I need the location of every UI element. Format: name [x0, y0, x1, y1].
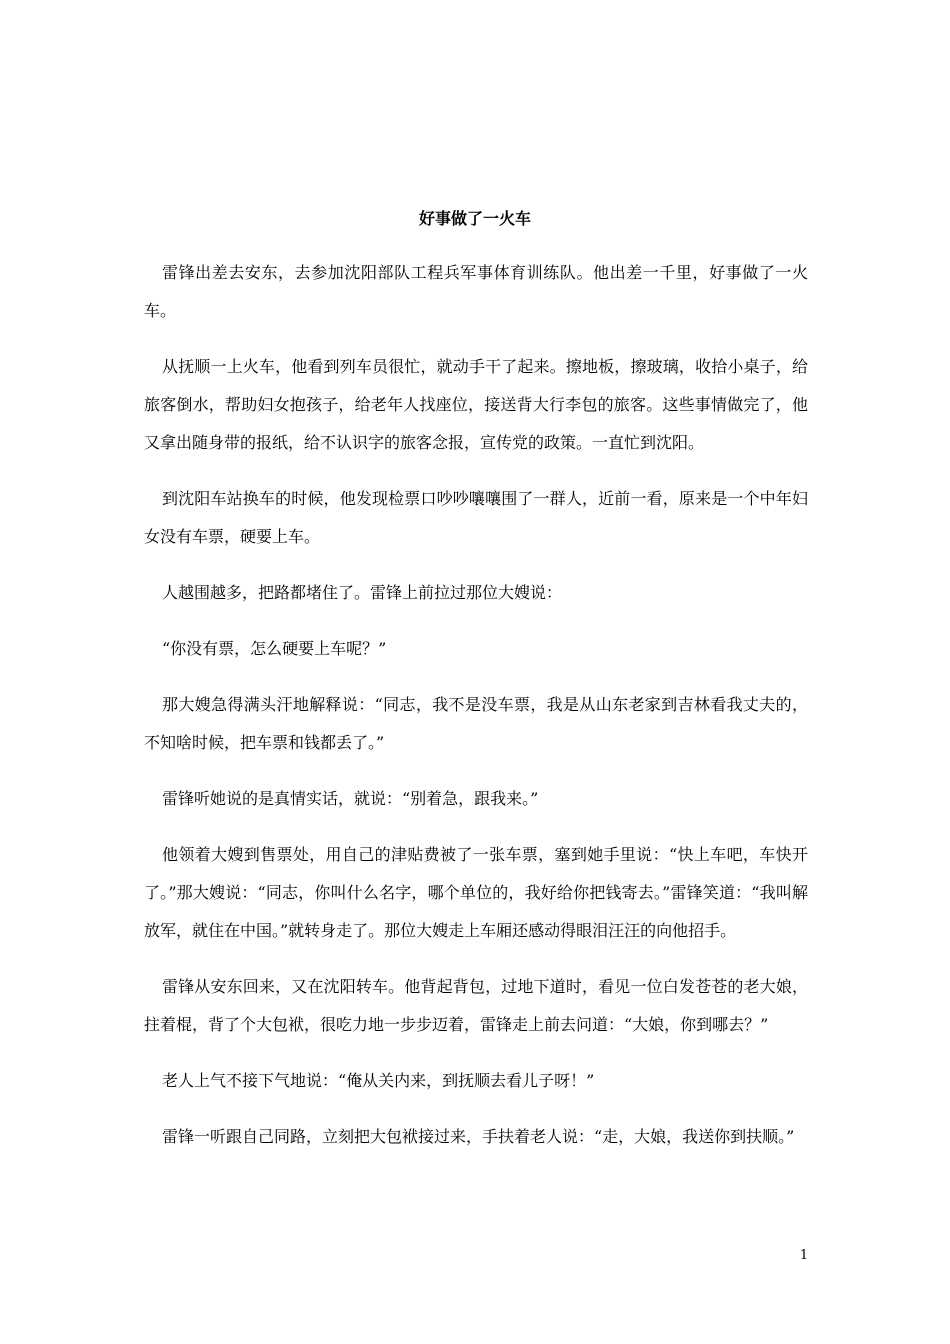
paragraph: 那大嫂急得满头汗地解释说：“同志，我不是没车票，我是从山东老家到吉林看我丈夫的，不知啥时候，把车票和钱都丢了。” — [144, 695, 808, 752]
paragraph: 雷锋一听跟自己同路，立刻把大包袱接过来，手扶着老人说：“走，大娘，我送你到扶顺。” — [162, 1127, 795, 1146]
paragraph: “你没有票，怎么硬要上车呢？” — [162, 639, 387, 658]
document-body — [144, 254, 808, 1174]
paragraph: 人越围越多，把路都堵住了。雷锋上前拉过那位大嫂说： — [162, 583, 563, 602]
paragraph: 雷锋出差去安东，去参加沈阳部队工程兵军事体育训练队。他出差一千里，好事做了一火车。 — [144, 263, 808, 320]
paragraph: 老人上气不接下气地说：“俺从关内来，到抚顺去看儿子呀！” — [162, 1071, 595, 1090]
document-title: 好事做了一火车 — [418, 209, 531, 228]
paragraph: 雷锋听她说的是真情实话，就说：“别着急，跟我来。” — [162, 789, 539, 808]
paragraph: 雷锋从安东回来，又在沈阳转车。他背起背包，过地下道时，看见一位白发苍苍的老大娘，拄着棍，背了个大包袱，很吃力地一步步迈着，雷锋走上前去问道：“大娘，你到哪去？” — [144, 977, 808, 1034]
page-number: 1 — [799, 1248, 809, 1263]
paragraph: 从抚顺一上火车，他看到列车员很忙，就动手干了起来。擦地板，擦玻璃，收拾小桌子，给旅客倒水，帮助妇女抱孩子，给老年人找座位，接送背大行李包的旅客。这些事情做完了，他又拿出随身带的报纸，给不认识字的旅客念报，宣传党的政策。一直忙到沈阳。 — [144, 357, 808, 452]
paragraph: 到沈阳车站换车的时候，他发现检票口吵吵嚷嚷围了一群人，近前一看，原来是一个中年妇女没有车票，硬要上车。 — [144, 489, 808, 546]
paragraph: 他领着大嫂到售票处，用自己的津贴费被了一张车票，塞到她手里说：“快上车吧，车快开了。”那大嫂说：“同志，你叫什么名字，哪个单位的，我好给你把钱寄去。”雷锋笑道：“我叫解放军，就住在中国。”就转身走了。那位大嫂走上车厢还感动得眼泪汪汪的向他招手。 — [144, 845, 808, 940]
